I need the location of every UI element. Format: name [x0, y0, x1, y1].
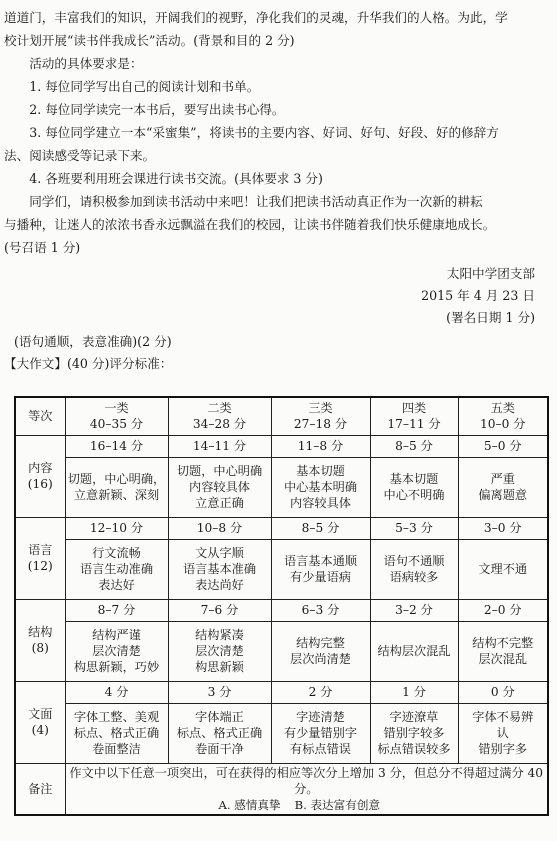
essay-heading: 【大作文】(40 分)评分标准：	[4, 356, 173, 371]
table-row	[15, 599, 548, 621]
criteria-cell: 字迹潦草 错别字较多 标点错误较多	[370, 703, 458, 763]
criteria-cell: 基本切题 中心基本明确 内容较具体	[271, 457, 370, 517]
score-cell: 8–5 分	[271, 517, 370, 539]
class-3-header: 三类 27–18 分	[271, 397, 370, 435]
section-label-structure: 结构 (8)	[15, 599, 65, 681]
score-cell: 14–11 分	[168, 435, 271, 457]
criteria-cell: 结构不完整 层次混乱	[458, 621, 548, 681]
criteria-cell: 结构严谨 层次清楚 构思新颖，巧妙	[65, 621, 168, 681]
score-cell: 2 分	[271, 681, 370, 703]
remark-options	[68, 797, 546, 813]
score-cell: 3 分	[168, 681, 271, 703]
score-cell: 5–3 分	[370, 517, 458, 539]
background-paragraph-line-2: 校计划开展“读书伴我成长”活动。(背景和目的 2 分)	[4, 33, 295, 48]
requirement-1: 1. 每位同学写出自己的阅读计划和书单。	[29, 79, 260, 94]
criteria-cell: 语言基本通顺 有少量语病	[271, 539, 370, 599]
signature-note: (署名日期 1 分)	[446, 310, 535, 325]
requirement-2: 2. 每位同学读完一本书后，要写出读书心得。	[29, 102, 285, 117]
score-cell: 10–8 分	[168, 517, 271, 539]
signature-org: 太阳中学团支部	[446, 266, 535, 281]
score-cell: 11–8 分	[271, 435, 370, 457]
remark-row	[15, 763, 548, 815]
table-row	[15, 517, 548, 539]
background-paragraph-line-1: 道道门，丰富我们的知识，开阔我们的视野，净化我们的灵魂，升华我们的人格。为此，学	[4, 10, 508, 25]
criteria-cell: 结构紧凑 层次清楚 构思新颖	[168, 621, 271, 681]
call-to-action-line-1: 同学们，请积极参加到读书活动中来吧！让我们把读书活动真正作为一次新的耕耘	[29, 194, 483, 209]
requirement-4: 4. 各班要利用班会课进行读书交流。(具体要求 3 分)	[29, 171, 323, 186]
table-row	[15, 681, 548, 703]
remark-option-b: B. 表达富有创意	[294, 797, 381, 812]
score-cell: 16–14 分	[65, 435, 168, 457]
remark-label: 备注	[15, 763, 65, 815]
score-cell: 7–6 分	[168, 599, 271, 621]
class-5-header: 五类 10–0 分	[458, 397, 548, 435]
criteria-cell: 切题，中心明确， 立意新颖、深刻	[65, 457, 168, 517]
score-cell: 12–10 分	[65, 517, 168, 539]
section-label-language: 语言 (12)	[15, 517, 65, 599]
signature-date: 2015 年 4 月 23 日	[421, 288, 535, 303]
table-row	[15, 435, 548, 457]
table-row	[15, 539, 548, 599]
score-cell: 1 分	[370, 681, 458, 703]
score-cell: 8–5 分	[370, 435, 458, 457]
remark-option-a: A. 感情真挚	[218, 797, 281, 812]
score-cell: 3–0 分	[458, 517, 548, 539]
requirements-intro: 活动的具体要求是：	[29, 56, 143, 71]
score-cell: 4 分	[65, 681, 168, 703]
score-cell: 8–7 分	[65, 599, 168, 621]
criteria-cell: 文理不通	[458, 539, 548, 599]
table-row	[15, 457, 548, 517]
score-cell: 0 分	[458, 681, 548, 703]
criteria-cell: 字体端正 标点、格式正确 卷面干净	[168, 703, 271, 763]
criteria-cell: 语句不通顺 语病较多	[370, 539, 458, 599]
score-cell: 6–3 分	[271, 599, 370, 621]
score-cell: 2–0 分	[458, 599, 548, 621]
fluency-note: (语句通顺，表意准确)(2 分)	[14, 334, 172, 349]
criteria-cell: 行文流畅 语言生动准确 表达好	[65, 539, 168, 599]
grade-label: 等次	[15, 397, 65, 435]
table-row	[15, 621, 548, 681]
call-to-action-line-2: 与播种，让迷人的浓浓书香永远飘溢在我们的校园，让读书伴随着我们快乐健康地成长。	[4, 217, 496, 232]
remark-description: 作文中以下任意一项突出，可在获得的相应等次分上增加 3 分，但总分不得超过满分 40 分。	[69, 765, 544, 796]
requirement-3-continued: 法、阅读感受等记录下来。	[4, 148, 156, 163]
criteria-cell: 字体工整、美观 标点、格式正确 卷面整洁	[65, 703, 168, 763]
grading-table	[14, 396, 549, 816]
section-label-content: 内容 (16)	[15, 435, 65, 517]
class-1-header: 一类 40–35 分	[65, 397, 168, 435]
criteria-cell: 基本切题 中心不明确	[370, 457, 458, 517]
criteria-cell: 切题，中心明确 内容较具体 立意正确	[168, 457, 271, 517]
score-cell: 3–2 分	[370, 599, 458, 621]
requirement-3: 3. 每位同学建立一本“采蜜集”，将读书的主要内容、好词、好句、好段、好的修辞方	[29, 125, 499, 140]
score-cell: 5–0 分	[458, 435, 548, 457]
table-header-row	[15, 397, 548, 435]
criteria-cell: 结构完整 层次尚清楚	[271, 621, 370, 681]
section-label-presentation: 文面 (4)	[15, 681, 65, 763]
remark-text	[65, 763, 548, 815]
criteria-cell: 字体不易辨 认 错别字多	[458, 703, 548, 763]
call-to-action-line-3: (号召语 1 分)	[4, 240, 81, 255]
class-4-header: 四类 17–11 分	[370, 397, 458, 435]
criteria-cell: 文从字顺 语言基本准确 表达尚好	[168, 539, 271, 599]
criteria-cell: 结构层次混乱	[370, 621, 458, 681]
criteria-cell: 字迹清楚 有少量错别字 有标点错误	[271, 703, 370, 763]
class-2-header: 二类 34–28 分	[168, 397, 271, 435]
table-row	[15, 703, 548, 763]
criteria-cell: 严重 偏离题意	[458, 457, 548, 517]
